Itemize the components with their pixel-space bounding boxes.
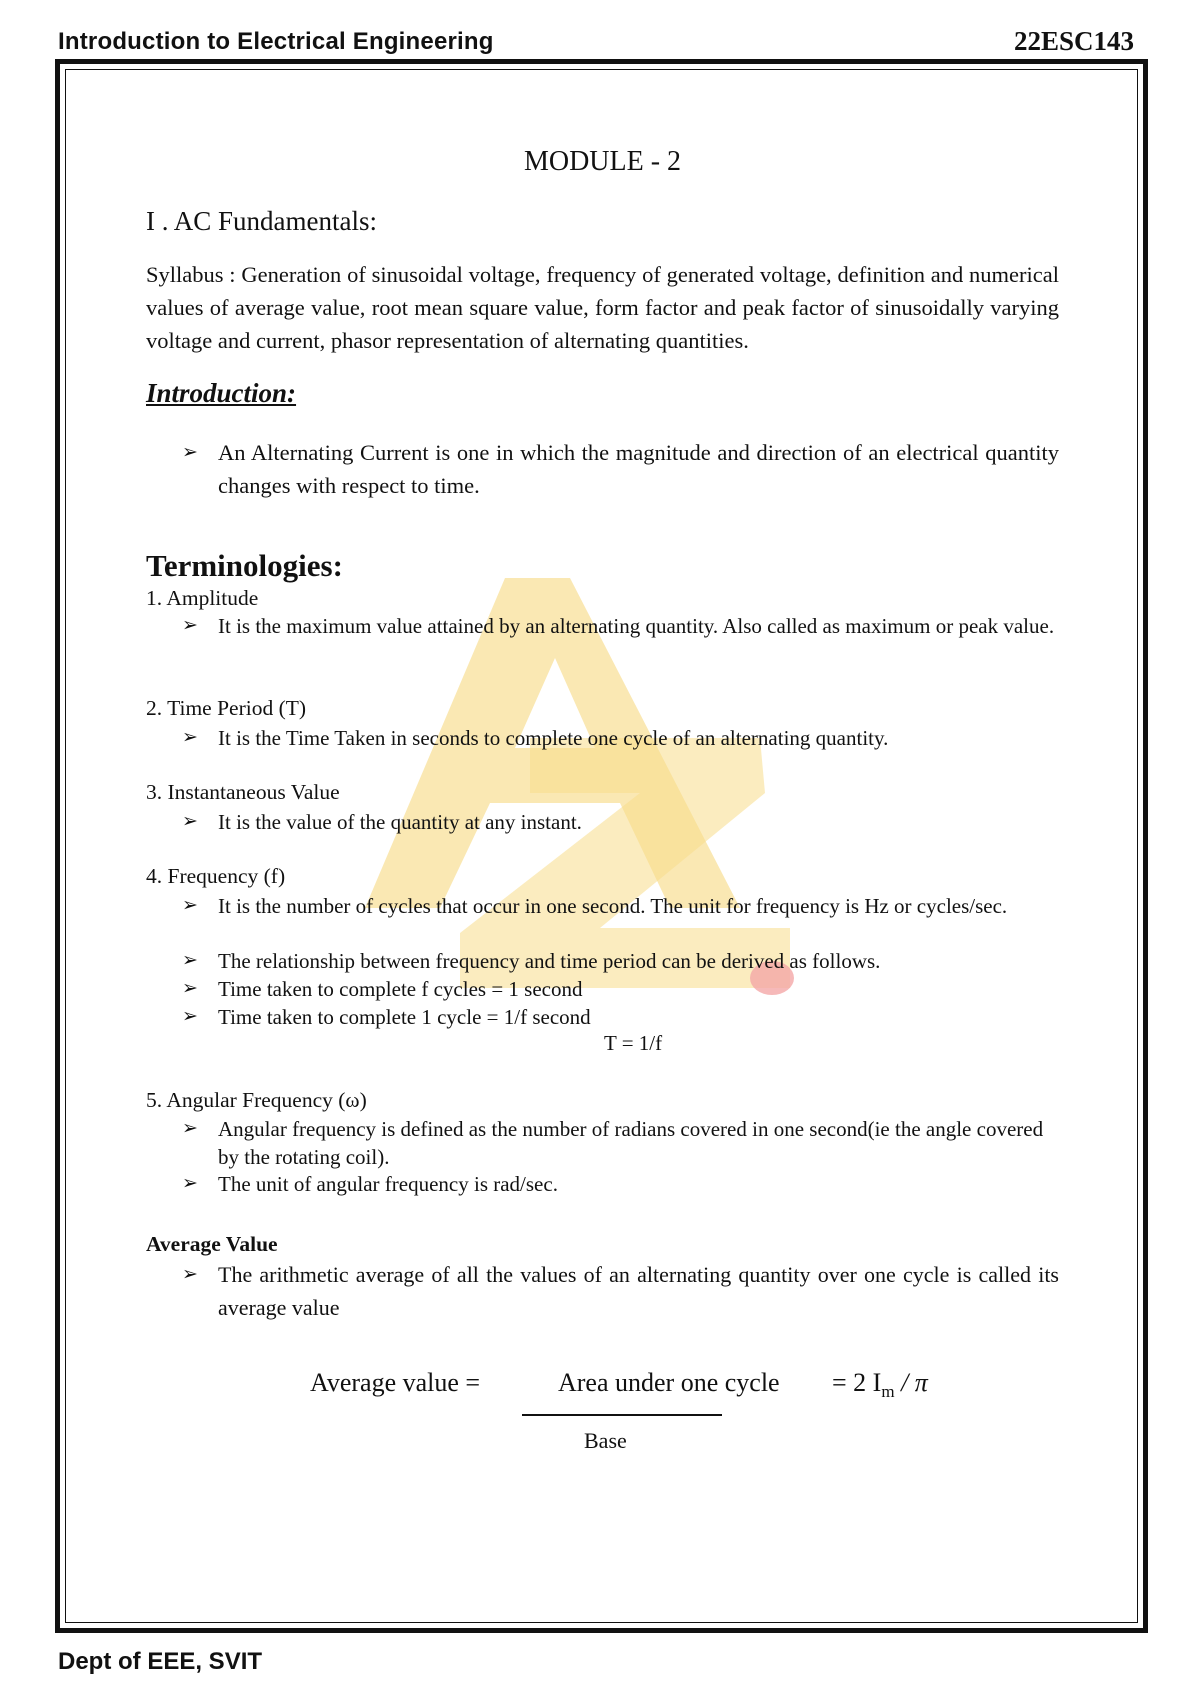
term-bullet [182,612,1059,640]
term-title-instantaneous-value: 3. Instantaneous Value [146,780,340,804]
frequency-equation: T = 1/f [604,1031,663,1055]
arrow-bullet-icon: ➢ [182,1173,198,1194]
page-footer: Dept of EEE, SVIT [58,1648,263,1675]
formula-result [832,1368,928,1402]
bullet-text: The arithmetic average of all the values of an alternating quantity over one cycle is called its average value [218,1262,1059,1320]
arrow-bullet-icon: ➢ [182,1264,198,1285]
bullet-text: It is the number of cycles that occur in one second. The unit for frequency is Hz or cycles/sec. [218,894,1008,918]
term-bullet [182,808,1059,836]
term-bullet [182,1170,1059,1198]
arrow-bullet-icon: ➢ [182,615,198,636]
section-heading: I . AC Fundamentals: [146,206,377,236]
bullet-text: It is the value of the quantity at any instant. [218,810,582,834]
average-value-bullet [182,1258,1059,1324]
formula-lhs: Average value = [310,1368,481,1397]
formula-rhs-prefix: = 2 I [832,1368,882,1397]
term-title-amplitude: 1. Amplitude [146,586,259,610]
arrow-bullet-icon: ➢ [182,1006,198,1027]
formula-numerator: Area under one cycle [558,1368,780,1397]
bullet-text: Time taken to complete 1 cycle = 1/f second [218,1005,591,1029]
term-bullet [182,947,1059,975]
page-header-title: Introduction to Electrical Engineering [58,28,494,55]
term-bullet [182,975,1059,1003]
arrow-bullet-icon: ➢ [182,727,198,748]
term-bullet [182,1003,1059,1031]
arrow-bullet-icon: ➢ [182,895,198,916]
bullet-text: It is the maximum value attained by an alternating quantity. Also called as maximum or peak value. [218,614,1055,638]
term-bullet [182,1115,1059,1171]
formula-rhs-subscript: m [881,1382,895,1402]
term-title-frequency: 4. Frequency (f) [146,864,286,888]
bullet-text: It is the Time Taken in seconds to complete one cycle of an alternating quantity. [218,726,889,750]
bullet-text: The relationship between frequency and time period can be derived as follows. [218,949,881,973]
bullet-text: Angular frequency is defined as the number of radians covered in one second(ie the angle covered by the rotating coil). [218,1117,1044,1169]
arrow-bullet-icon: ➢ [182,978,198,999]
arrow-bullet-icon: ➢ [182,811,198,832]
introduction-heading: Introduction: [146,378,297,408]
arrow-bullet-icon: ➢ [182,950,198,971]
arrow-bullet-icon: ➢ [182,442,198,463]
terminologies-heading: Terminologies: [146,548,343,583]
bullet-text: Time taken to complete f cycles = 1 second [218,977,583,1001]
average-value-heading: Average Value [146,1232,278,1256]
bullet-text: The unit of angular frequency is rad/sec. [218,1172,558,1196]
term-bullet [182,892,1059,920]
term-bullet [182,724,1059,752]
syllabus-paragraph: Syllabus : Generation of sinusoidal voltage, frequency of generated voltage, definition and numerical values of average value, root mean square value, form factor and peak factor of sinusoidally varying voltage and current, phasor representation of alternating quantities. [146,262,1059,353]
formula-fraction-bar [522,1414,722,1416]
formula-denominator: Base [584,1428,627,1453]
term-title-angular-frequency: 5. Angular Frequency (ω) [146,1088,367,1112]
introduction-bullet [182,436,1059,502]
bullet-text: An Alternating Current is one in which the magnitude and direction of an electrical quantity changes with respect to time. [218,440,1059,498]
formula-rhs-suffix: / π [894,1368,928,1397]
module-title: MODULE - 2 [523,146,682,177]
arrow-bullet-icon: ➢ [182,1118,198,1139]
term-title-time-period: 2. Time Period (T) [146,696,307,720]
course-code: 22ESC143 [1013,26,1134,56]
